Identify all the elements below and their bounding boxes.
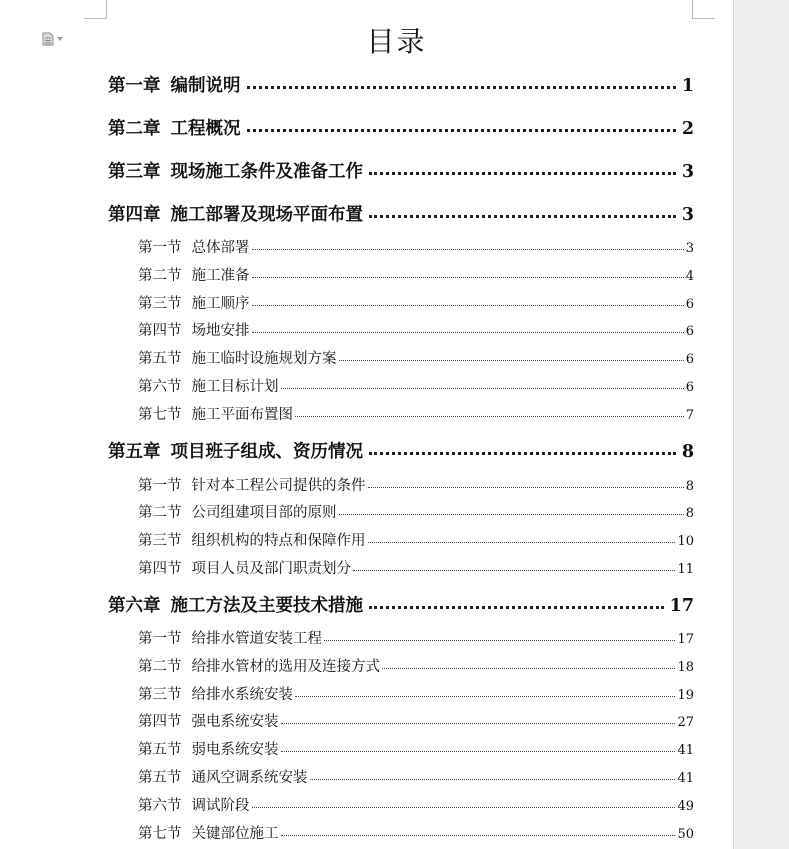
toc-entry-page-number: 2 (681, 119, 694, 139)
toc-entry-title: 总体部署 (191, 240, 250, 256)
toc-entry-number: 第三节 (138, 296, 182, 312)
toc-section-entry[interactable] (138, 766, 694, 787)
toc-entry-number: 第六节 (138, 798, 182, 814)
toc-entry-title: 调试阶段 (191, 798, 250, 814)
crop-mark-top-right (692, 0, 715, 19)
toc-entry-number: 第三节 (138, 533, 182, 549)
toc-entry-number: 第五章 (108, 442, 161, 462)
toc-section-entry[interactable] (138, 557, 694, 578)
toc-entry-title: 施工准备 (191, 268, 250, 284)
toc-entry-number: 第二章 (108, 119, 161, 139)
toc-entry-title: 公司组建项目部的原则 (191, 505, 337, 521)
toc-entry-title: 项目班子组成、资历情况 (170, 442, 363, 462)
toc-section-entry[interactable] (138, 474, 694, 495)
toc-leader-dots (252, 807, 676, 808)
toc-entry-page-number: 3 (685, 241, 694, 256)
toc-leader-dots (369, 452, 676, 455)
toc-entry-number: 第一章 (108, 76, 161, 96)
toc-leader-dots (382, 668, 675, 669)
toc-entry-title: 施工部署及现场平面布置 (170, 205, 363, 225)
toc-entry-title: 施工方法及主要技术措施 (170, 596, 363, 616)
toc-entry-page-number: 41 (677, 771, 694, 786)
toc-entry-title: 强电系统安装 (191, 714, 279, 730)
toc-section-entry[interactable] (138, 794, 694, 815)
toc-entry-page-number: 6 (685, 297, 694, 312)
toc-entry-title: 给排水管道安装工程 (191, 631, 322, 647)
toc-chapter-entry[interactable] (108, 592, 694, 617)
toc-leader-dots (252, 332, 684, 333)
toc-section-entry[interactable] (138, 655, 694, 676)
toc-entry-number: 第一节 (138, 478, 182, 494)
toc-leader-dots (369, 606, 664, 609)
toc-entry-page-number: 49 (677, 799, 694, 814)
toc-entry-page-number: 27 (677, 715, 694, 730)
toc-entry-title: 施工平面布置图 (191, 407, 293, 423)
toc-section-entry[interactable] (138, 403, 694, 424)
toc-entry-number: 第五节 (138, 770, 182, 786)
toc-section-entry[interactable] (138, 375, 694, 396)
toc-leader-dots (339, 360, 684, 361)
toc-section-entry[interactable] (138, 292, 694, 313)
toc-entry-page-number: 8 (681, 442, 694, 462)
toc-chapter-entry[interactable] (108, 115, 694, 140)
toc-entry-number: 第四节 (138, 561, 182, 577)
toc-entry-title: 现场施工条件及准备工作 (170, 162, 363, 182)
toc-entry-title: 通风空调系统安装 (191, 770, 308, 786)
toc-entry-number: 第五节 (138, 742, 182, 758)
toc-leader-dots (295, 696, 675, 697)
toc-leader-dots (281, 751, 676, 752)
toc-leader-dots (324, 640, 675, 641)
toc-entry-page-number: 41 (677, 743, 694, 758)
crop-mark-top-left (84, 0, 107, 19)
toc-entry-number: 第二节 (138, 659, 182, 675)
toc-entry-page-number: 1 (681, 76, 694, 96)
toc-entry-number: 第五节 (138, 351, 182, 367)
page-title: 目录 (366, 25, 427, 58)
toc-section-entry[interactable] (138, 822, 694, 843)
toc-entry-number: 第三节 (138, 687, 182, 703)
toc-entry-page-number: 8 (685, 506, 694, 521)
toc-section-entry[interactable] (138, 236, 694, 257)
toc-entry-title: 施工目标计划 (191, 379, 279, 395)
toc-section-entry[interactable] (138, 710, 694, 731)
toc-entry-title: 编制说明 (170, 76, 241, 96)
toc-entry-number: 第一节 (138, 240, 182, 256)
toc-leader-dots (353, 570, 675, 571)
toc-entry-number: 第四节 (138, 714, 182, 730)
toc-section-entry[interactable] (138, 347, 694, 368)
toc-entry-title: 针对本工程公司提供的条件 (191, 478, 366, 494)
toc-entry-title: 场地安排 (191, 323, 250, 339)
toc-section-entry[interactable] (138, 738, 694, 759)
toc-entry-number: 第二节 (138, 268, 182, 284)
toc-entry-page-number: 8 (685, 479, 694, 494)
toc-entry-title: 给排水系统安装 (191, 687, 293, 703)
workspace-background (733, 0, 789, 849)
toc-entry-title: 组织机构的特点和保障作用 (191, 533, 366, 549)
toc-entry-page-number: 18 (677, 660, 694, 675)
toc-entry-page-number: 11 (677, 562, 694, 577)
toc-section-entry[interactable] (138, 627, 694, 648)
toc-section-entry[interactable] (138, 319, 694, 340)
toc-entry-number: 第四节 (138, 323, 182, 339)
toc-leader-dots (369, 172, 676, 175)
toc-entry-title: 弱电系统安装 (191, 742, 279, 758)
toc-entry-title: 工程概况 (170, 119, 241, 139)
toc-leader-dots (368, 542, 676, 543)
toc-leader-dots (310, 779, 676, 780)
toc-leader-dots (368, 487, 684, 488)
toc-section-entry[interactable] (138, 683, 694, 704)
toc-entry-title: 关键部位施工 (191, 826, 279, 842)
toc-leader-dots (252, 305, 684, 306)
toc-entry-page-number: 3 (681, 205, 694, 225)
toc-leader-dots (281, 388, 684, 389)
toc-leader-dots (339, 514, 684, 515)
toc-entry-title: 施工临时设施规划方案 (191, 351, 337, 367)
toc-entry-number: 第二节 (138, 505, 182, 521)
toc-entry-number: 第四章 (108, 205, 161, 225)
toc-entry-number: 第七节 (138, 826, 182, 842)
toc-chapter-entry[interactable] (108, 158, 694, 183)
toc-chapter-entry[interactable] (108, 438, 694, 463)
toc-chapter-entry[interactable] (108, 72, 694, 97)
toc-leader-dots (247, 129, 676, 132)
toc-entry-number: 第三章 (108, 162, 161, 182)
toc-leader-dots (252, 249, 684, 250)
toc-entry-page-number: 6 (685, 324, 694, 339)
toc-entry-title: 给排水管材的选用及连接方式 (191, 659, 380, 675)
toc-section-entry[interactable] (138, 529, 694, 550)
toc-chapter-entry[interactable] (108, 201, 694, 226)
toc-leader-dots (369, 215, 676, 218)
toc-entry-number: 第六章 (108, 596, 161, 616)
toc-entry-page-number: 17 (677, 632, 694, 647)
toc-leader-dots (281, 835, 676, 836)
toc-leader-dots (295, 416, 684, 417)
toc-entry-page-number: 19 (677, 688, 694, 703)
toc-leader-dots (252, 277, 684, 278)
toc-entry-page-number: 7 (685, 408, 694, 423)
toc-entry-page-number: 10 (677, 534, 694, 549)
toc-entry-page-number: 3 (681, 162, 694, 182)
toc-entry-title: 项目人员及部门职责划分 (191, 561, 351, 577)
toc-entry-page-number: 6 (685, 352, 694, 367)
toc-section-entry[interactable] (138, 501, 694, 522)
toc-entry-page-number: 17 (669, 596, 694, 616)
toc-entry-title: 施工顺序 (191, 296, 250, 312)
toc-entry-page-number: 4 (685, 269, 694, 284)
toc-entry-page-number: 6 (685, 380, 694, 395)
toc-leader-dots (281, 723, 676, 724)
toc-entry-number: 第六节 (138, 379, 182, 395)
toc-section-entry[interactable] (138, 264, 694, 285)
toc-entry-number: 第七节 (138, 407, 182, 423)
toc-entry-number: 第一节 (138, 631, 182, 647)
toc-entry-page-number: 50 (677, 827, 694, 842)
toc-leader-dots (247, 86, 676, 89)
